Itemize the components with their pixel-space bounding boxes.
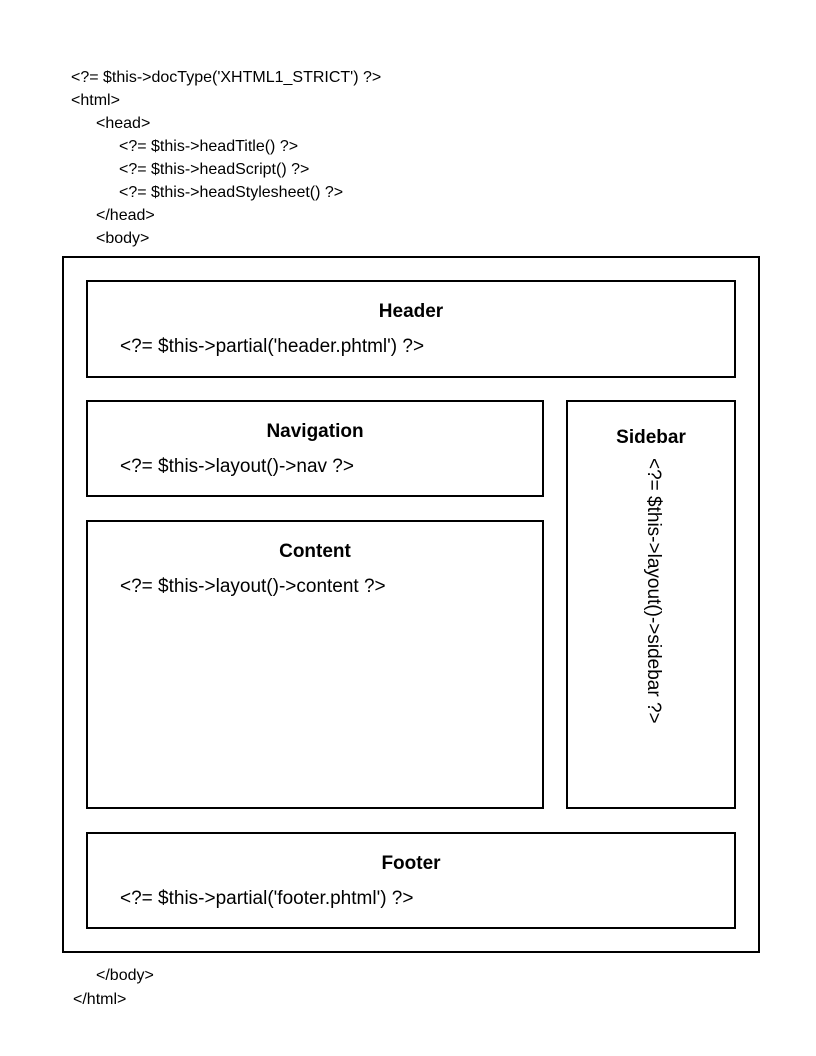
body-open-line: <body>: [96, 230, 150, 247]
sidebar-box: [566, 400, 736, 809]
html-open-line: <html>: [71, 92, 120, 109]
header-title: Header: [378, 301, 444, 322]
content-box: [86, 520, 544, 809]
head-stylesheet-line: <?= $this->headStylesheet() ?>: [119, 184, 344, 201]
navigation-code: <?= $this->layout()->nav ?>: [120, 456, 354, 477]
doctype-line: <?= $this->docType('XHTML1_STRICT') ?>: [71, 69, 382, 86]
html-close-line: </html>: [73, 991, 127, 1008]
header-box: [86, 280, 736, 378]
navigation-title: Navigation: [266, 421, 364, 442]
head-title-line: <?= $this->headTitle() ?>: [119, 138, 299, 155]
navigation-box: [86, 400, 544, 497]
sidebar-code: <?= $this->layout()->sidebar ?>: [643, 458, 664, 724]
footer-box: [86, 832, 736, 929]
body-close-line: </body>: [96, 967, 154, 984]
sidebar-title: Sidebar: [616, 427, 686, 448]
footer-title: Footer: [381, 853, 441, 874]
head-open-line: <head>: [96, 115, 151, 132]
footer-code: <?= $this->partial('footer.phtml') ?>: [120, 888, 414, 909]
head-script-line: <?= $this->headScript() ?>: [119, 161, 310, 178]
content-title: Content: [279, 541, 351, 562]
head-close-line: </head>: [96, 207, 155, 224]
content-code: <?= $this->layout()->content ?>: [120, 576, 386, 597]
header-code: <?= $this->partial('header.phtml') ?>: [120, 336, 425, 357]
